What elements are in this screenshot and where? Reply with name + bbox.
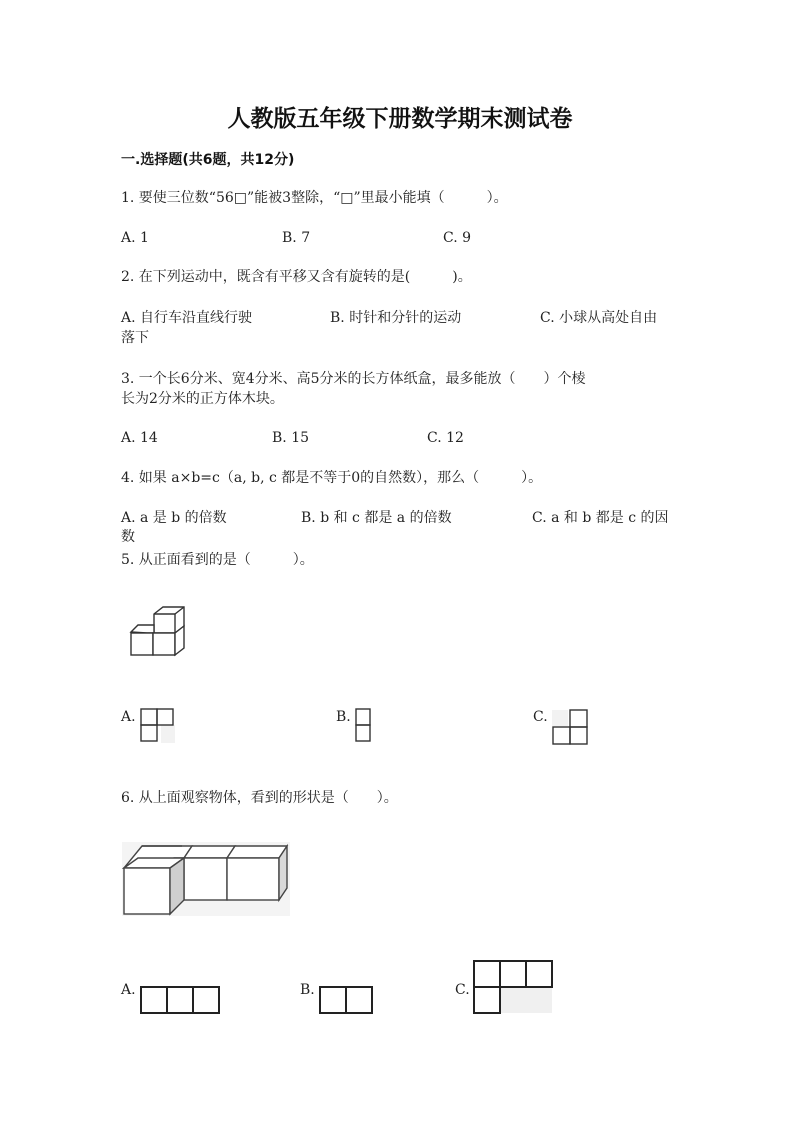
question-1-option-b[interactable]: B. 7 — [282, 230, 311, 246]
question-3-option-c[interactable]: C. 12 — [427, 430, 464, 446]
question-3-stem: 3. 一个长6分米、宽4分米、高5分米的长方体纸盒，最多能放（ ）个棱 — [121, 371, 586, 387]
question-4-option-b[interactable]: B. b 和 c 都是 a 的倍数 — [301, 510, 452, 526]
question-4-option-a[interactable]: A. a 是 b 的倍数 — [121, 510, 227, 526]
question-5-option-a-figure — [139, 707, 175, 743]
question-5-option-b[interactable]: B. — [336, 709, 351, 725]
question-3-option-a[interactable]: A. 14 — [121, 430, 158, 446]
question-6-option-c-figure — [472, 959, 554, 1015]
question-2-stem: 2. 在下列运动中，既含有平移又含有旋转的是( )。 — [121, 269, 472, 285]
question-5-option-b-figure — [354, 707, 372, 743]
question-1-option-a[interactable]: A. 1 — [121, 230, 149, 246]
question-3-option-b[interactable]: B. 15 — [272, 430, 310, 446]
question-2-option-a[interactable]: A. 自行车沿直线行驶 — [121, 310, 253, 326]
page-title: 人教版五年级下册数学期末测试卷 — [227, 106, 573, 132]
question-2-option-b[interactable]: B. 时针和分针的运动 — [330, 310, 462, 326]
question-2-option-c-wrap: 落下 — [121, 330, 149, 346]
question-5-option-a[interactable]: A. — [121, 709, 136, 725]
question-4-option-c-wrap: 数 — [121, 529, 135, 545]
section-heading: 一.选择题(共6题，共12分) — [121, 152, 295, 168]
question-6-option-b[interactable]: B. — [300, 982, 315, 998]
question-4-stem: 4. 如果 a×b=c（a, b, c 都是不等于0的自然数），那么（ ）。 — [121, 470, 543, 486]
question-6-option-c[interactable]: C. — [455, 982, 470, 998]
question-6-stem: 6. 从上面观察物体，看到的形状是（ ）。 — [121, 790, 398, 806]
question-6-option-b-figure — [318, 985, 374, 1015]
question-6-block-figure — [122, 842, 290, 916]
question-6-option-a[interactable]: A. — [121, 982, 136, 998]
question-6-option-a-figure — [139, 985, 221, 1015]
question-1-option-c[interactable]: C. 9 — [443, 230, 472, 246]
question-3-stem-line2: 长为2分米的正方体木块。 — [121, 391, 284, 407]
question-4-option-c[interactable]: C. a 和 b 都是 c 的因 — [532, 510, 669, 526]
question-5-option-c[interactable]: C. — [533, 709, 548, 725]
question-5-option-c-figure — [550, 708, 590, 746]
question-1-stem: 1. 要使三位数“56□”能被3整除，“□”里最小能填（ ）。 — [121, 190, 508, 206]
question-2-option-c[interactable]: C. 小球从高处自由 — [540, 310, 658, 326]
question-5-cube-figure — [128, 604, 190, 658]
question-5-stem: 5. 从正面看到的是（ ）。 — [121, 552, 314, 568]
